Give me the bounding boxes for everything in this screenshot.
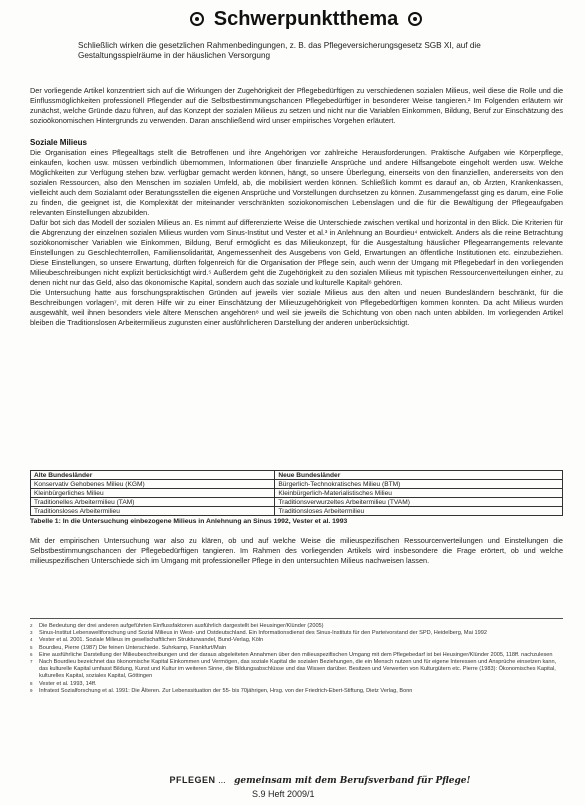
- page-title: Schwerpunktthema: [213, 7, 399, 30]
- table-header-cell: Alte Bundesländer: [31, 471, 275, 480]
- table-cell: Traditionelles Arbeitermilieu (TAM): [31, 498, 275, 507]
- intro-text: Der vorliegende Artikel konzentriert sich auf die Wirkungen der Zugehörigkeit der Pflegebedürftigen zu verschiedenen sozialen Milieus, weil diese die Rolle und die Einflussmöglichkeiten professionell Pflegender auf die Selbstbestimmungschancen Pflegebedürftiger in besonderer Weise tangieren.² Im Folgenden erläutern wir zunächst, welche Gründe dazu führen, auf das Konzept der sozialen Milieus zu setzen und nicht nur die Variablen Einkommen, Bildung, Beruf zur Einschätzung des sozioökonomischen Hintergrunds zu verwenden. Daran anschließend wird unser empirisches Vorgehen erläutert.: [30, 86, 563, 125]
- section-paragraph: Dafür bot sich das Modell der sozialen Milieus an. Es nimmt auf differenzierte Weise die Unterschiede zwischen vertikal und horizontal in den Blick. Die Kriterien für die Abgrenzung der einzelnen sozialen Milieus wurden vom Sinus-Institut und Vester et al.³ in Anlehnung an Bourdieu⁴ entwickelt. Anders als die reine Betrachtung soziökonomischer Variablen wie Einkommen, Bildung, Beruf ermöglicht es das Milieukonzept, für die Ausgestaltung häuslicher Pflegearrangements relevante Einstellungen zu Geschlechterrollen, Familiensolidarität, Angemessenheit des Ausgebens von Geld, Erwartungen an öffentliche Institutionen etc. einzubeziehen. Diese Einstellungen, so unsere Erwartung, dürften folgenreich für die Organisation der Pflege sein, auch wenn der Umgang mit Pflegebedarf in den vorliegenden Milieubeschreibungen nicht explizit berücksichtigt wird.⁵ Außerdem geht die Zugehörigkeit zu den sozialen Milieus mit typischen Ressourcenverteilungen einher, zu denen nicht nur das Geld, also das ökonomische Kapital, sondern auch das soziale und kulturelle Kapital⁶ gehören.: [30, 218, 563, 287]
- footnote-text: Vester et al. 1993, 14ff.: [39, 680, 97, 687]
- footnote-number: 3: [30, 630, 33, 636]
- page-number: S.9 Heft 2009/1: [252, 789, 315, 799]
- closing-text: Mit der empirischen Untersuchung war also zu klären, ob und auf welche Weise die milieuspezifischen Ressourcenverteilungen und Einstellungen die Selbstbestimmungschancen der Pflegebedürftigen tangieren. Im Rahmen des vorliegenden Artikels wird insbesondere die Frage erörtert, ob und welche milieuspezifischen Unterschiede sich im Umgang mit professioneller Pflege in den untersuchten Milieus nachweisen lassen.: [30, 536, 563, 565]
- footnote: [30, 630, 563, 637]
- footnote-text: Vester et al. 2001. Soziale Milieus im gesellschaftlichen Strukturwandel, Bund-Verlag, Köln: [39, 637, 264, 644]
- footnote-text: Infratest Sozialforschung et al. 1991: Die Älteren. Zur Lebenssituation der 55- bis 70jährigen, Hrsg. von der Friedrich-Ebert-Stiftung, Dietz Verlag, Bonn: [39, 687, 413, 694]
- footnote: [30, 652, 563, 659]
- section-paragraph: Die Organisation eines Pflegealltags stellt die Betroffenen und ihre Angehörigen vor zahlreiche Herausforderungen. Praktische Aufgaben wie Körperpflege, einkaufen, kochen usw. müssen verbindlich übernommen, Informationen über finanzielle Ansprüche und andere Hilfsangebote eingeholt werden usw. Welche Möglichkeiten zur Verfügung stehen bzw. verfügbar gemacht werden können, hängt, so unsere Überlegung, einerseits von den finanziellen, andererseits von den sozialen Ressourcen, also den Menschen im sozialen Umfeld, ab, die mobilisiert werden können. Schließlich kommt es darauf an, ob Ärzten, Krankenkassen, vielleicht auch dem Sozialamt oder Beratungsstellen die eigenen Ansprüche und Vorstellungen durchsetzen zu können. Zusammengefasst ging es darum, eine Folie zu finden, die geeignet ist, die Komplexität der miteinander verschränkten soziokonomischen Lebenslagen und die für die Bewältigung der Pflegeaufgaben relevanten Einstellungen abzubilden.: [30, 148, 563, 217]
- closing-paragraph: [30, 536, 563, 566]
- table-row: [31, 489, 563, 498]
- footnote-text: Die Bedeutung der drei anderen aufgeführten Einflussfaktoren ausführlich dargestellt bei Heusinger/Klünder (2005): [39, 623, 324, 629]
- lead-text: Schließlich wirken die gesetzlichen Rahmenbedingungen, z. B. das Pflegeversicherungsgesetz SGB XI, auf die Gestaltungsspielräume in der häuslichen Versorgung: [78, 41, 481, 60]
- footer-ellipsis: ...: [218, 775, 226, 785]
- ring-bullet-icon: [190, 12, 204, 26]
- footnote: [30, 659, 563, 681]
- footnote: [30, 688, 563, 695]
- footnote: [30, 623, 563, 630]
- footnote-text: Sinus-Institut Lebensweltforschung und Sozial Milieus in West- und Ostdeutschland. Ein Informationsdienst des Sinus-Instituts für den Parteivorstand der SPD, Heidelberg, Mai 1992: [39, 630, 487, 637]
- page-footer: [120, 775, 520, 786]
- table-row: [31, 480, 563, 489]
- footnotes: [30, 618, 563, 695]
- footnote-number: 9: [30, 687, 33, 693]
- section-heading: Soziale Milieus: [30, 138, 87, 147]
- table-cell: Traditionsloses Arbeitermilieu: [275, 507, 563, 516]
- intro-paragraph: [30, 86, 563, 126]
- page-header: [176, 6, 436, 32]
- table-caption: Tabelle 1: In die Untersuchung einbezogene Milieus in Anlehnung an Sinus 1992, Vester et al. 1993: [30, 518, 348, 525]
- ring-bullet-icon: [408, 12, 422, 26]
- footnote-number: 4: [30, 637, 33, 643]
- footnote: [30, 645, 563, 652]
- footnote-text: Nach Bourdieu bezeichnet das ökonomische Kapital Einkommen und Vermögen, das soziale Kapital die sozialen Beziehungen, die ein Mensch nutzen und für eigene Interessen und Ansprüche einsetzen kann, das kulturelle Kapital umfasst Bildung, Kunst und Kultur im weiteren Sinne, die Bildungsabschlüsse und das Wissen darüber. Besitzen und Verwerten von Kulturgütern etc. Pierre (1983): Ökonomisches Kapital, kulturelles Kapital, soziales Kapital, Göttingen: [39, 659, 557, 680]
- table-cell: Bürgerlich-Technokratisches Milieu (BTM): [275, 480, 563, 489]
- table-header-cell: Neue Bundesländer: [275, 471, 563, 480]
- milieu-table: [30, 470, 563, 516]
- table-row: [31, 498, 563, 507]
- section-paragraph: Die Untersuchung hatte aus forschungspraktischen Gründen auf jeweils vier soziale Milieus aus den alten und neuen Bundesländern beschränkt, für die Beschreibungen vorlagen⁷, mit deren Hilfe wir zu einer Einschätzung der Milieuzugehörigkeit von Pflegebedürftigen kommen konnten. Da acht Milieus wurden ausgewählt, weil ihnen besonders viele ältere Menschen angehören⁸ und weil sie jeweils die Schichtung von oben nach unten abbilden. Im vorliegenden Artikel bleiben die Traditionslosen Arbeitermilieus zugunsten einer ausführlicheren Darstellung der anderen unberücksichtigt.: [30, 288, 563, 327]
- lead-paragraph: [78, 41, 564, 61]
- table-cell: Traditionsverwurzeltes Arbeitermilieu (TVAM): [275, 498, 563, 507]
- table-cell: Konservativ Gehobenes Milieu (KGM): [31, 480, 275, 489]
- footnote-number: 6: [30, 651, 33, 657]
- table-header-row: [31, 471, 563, 480]
- footnote-number: 7: [30, 659, 33, 665]
- footnote: [30, 681, 563, 688]
- footnote-number: 5: [30, 644, 33, 650]
- footnote-number: 8: [30, 680, 33, 686]
- table-cell: Kleinbürgerlich-Materialistisches Milieu: [275, 489, 563, 498]
- table-row: [31, 507, 563, 516]
- table-cell: Traditionsloses Arbeitermilieu: [31, 507, 275, 516]
- footnote-number: 2: [30, 623, 33, 628]
- footnote-text: Bourdieu, Pierre (1987) Die feinen Unterschiede. Suhrkamp, Frankfurt/Main: [39, 644, 227, 651]
- section-body: [30, 148, 563, 328]
- table-cell: Kleinbürgerliches Milieu: [31, 489, 275, 498]
- footnote: [30, 637, 563, 644]
- footer-brand: PFLEGEN: [169, 775, 216, 785]
- footnote-text: Eine ausführliche Darstellung der Milieubeschreibungen und der daraus abgeleiteten Annahmen über den milieuspezifischen Umgang mit dem Pflegebedarf ist bei Heusinger/Klünder 2005, 118ff. nachzulesen: [39, 651, 553, 658]
- footer-slogan: gemeinsam mit dem Berufsverband für Pflege!: [234, 776, 471, 786]
